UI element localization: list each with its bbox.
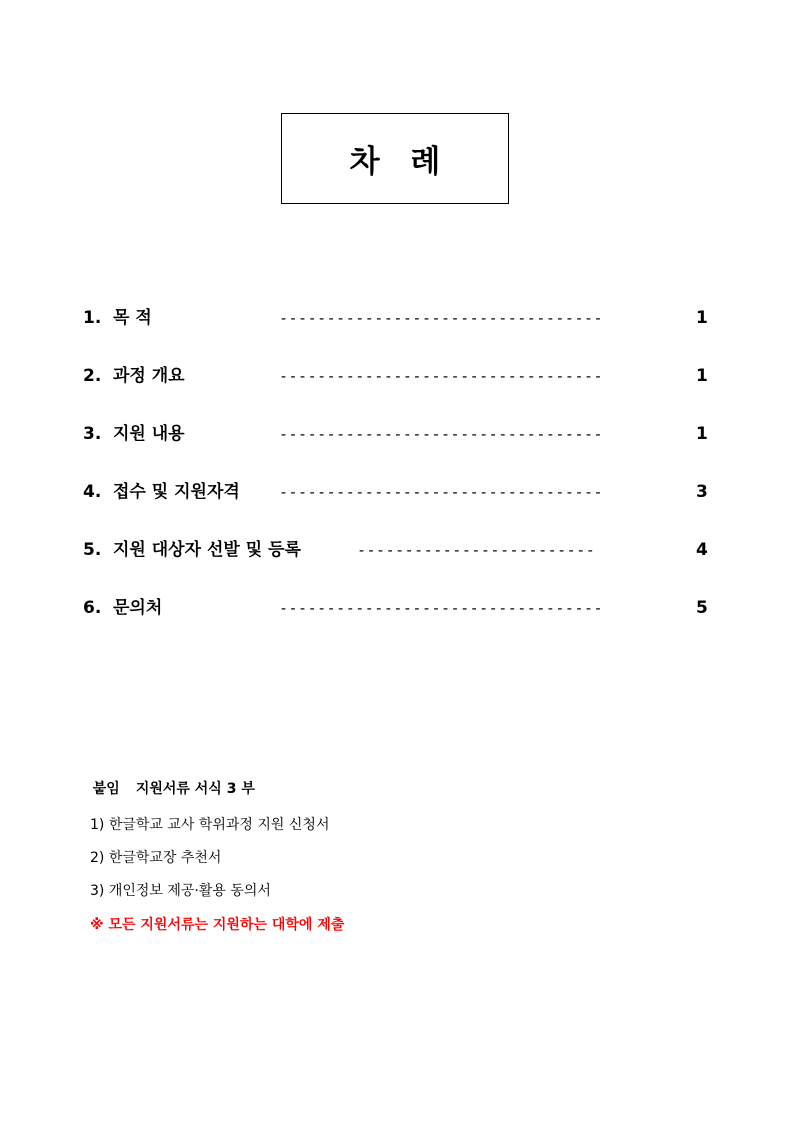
toc-entry[interactable] [83, 362, 713, 390]
toc-entry-leader: ------------------------- [357, 541, 596, 559]
toc-entry-number: 3. [83, 424, 102, 444]
toc-entry-number: 2. [83, 366, 102, 386]
attachment-description: 지원서류 서식 3 부 [135, 781, 255, 797]
toc-entry-page: 5 [696, 598, 708, 618]
toc-title-box [281, 113, 509, 204]
toc-entry-leader: ---------------------------------- [279, 425, 604, 443]
toc-title: 차 례 [349, 144, 451, 180]
toc-entry-number: 4. [83, 482, 102, 502]
toc-entry-number: 5. [83, 540, 102, 560]
toc-entry-page: 1 [696, 424, 708, 444]
toc-entry[interactable] [83, 304, 713, 332]
toc-entry-page: 3 [696, 482, 708, 502]
attachment-heading-line [83, 762, 255, 798]
toc-entry-page: 4 [696, 540, 708, 560]
toc-entry[interactable] [83, 478, 713, 506]
attachment-item: 2) 한글학교장 추천서 [90, 850, 222, 866]
toc-entry-label: 접수 및 지원자격 [113, 482, 240, 502]
toc-entry-leader: ---------------------------------- [279, 309, 604, 327]
toc-entry[interactable] [83, 420, 713, 448]
toc-entry-leader: ---------------------------------- [279, 367, 604, 385]
toc-entry-leader: ---------------------------------- [279, 483, 604, 501]
toc-entry[interactable] [83, 594, 713, 622]
toc-entry-label: 문의처 [113, 598, 163, 618]
attachment-item: 1) 한글학교 교사 학위과정 지원 신청서 [90, 817, 330, 833]
toc-entry-label: 과정 개요 [113, 366, 185, 386]
attachment-heading: 붙임 [92, 781, 120, 797]
attachment-submission-note: ※ 모든 지원서류는 지원하는 대학에 제출 [90, 917, 345, 933]
toc-entry[interactable] [83, 536, 713, 564]
toc-entry-leader: ---------------------------------- [279, 599, 604, 617]
toc-entry-page: 1 [696, 308, 708, 328]
toc-entry-label: 지원 내용 [113, 424, 185, 444]
toc-entry-label: 지원 대상자 선발 및 등록 [113, 540, 301, 560]
toc-entry-number: 6. [83, 598, 102, 618]
toc-entry-label: 목 적 [113, 308, 152, 328]
toc-entry-number: 1. [83, 308, 102, 328]
attachment-item: 3) 개인정보 제공·활용 동의서 [90, 883, 271, 899]
toc-entry-page: 1 [696, 366, 708, 386]
